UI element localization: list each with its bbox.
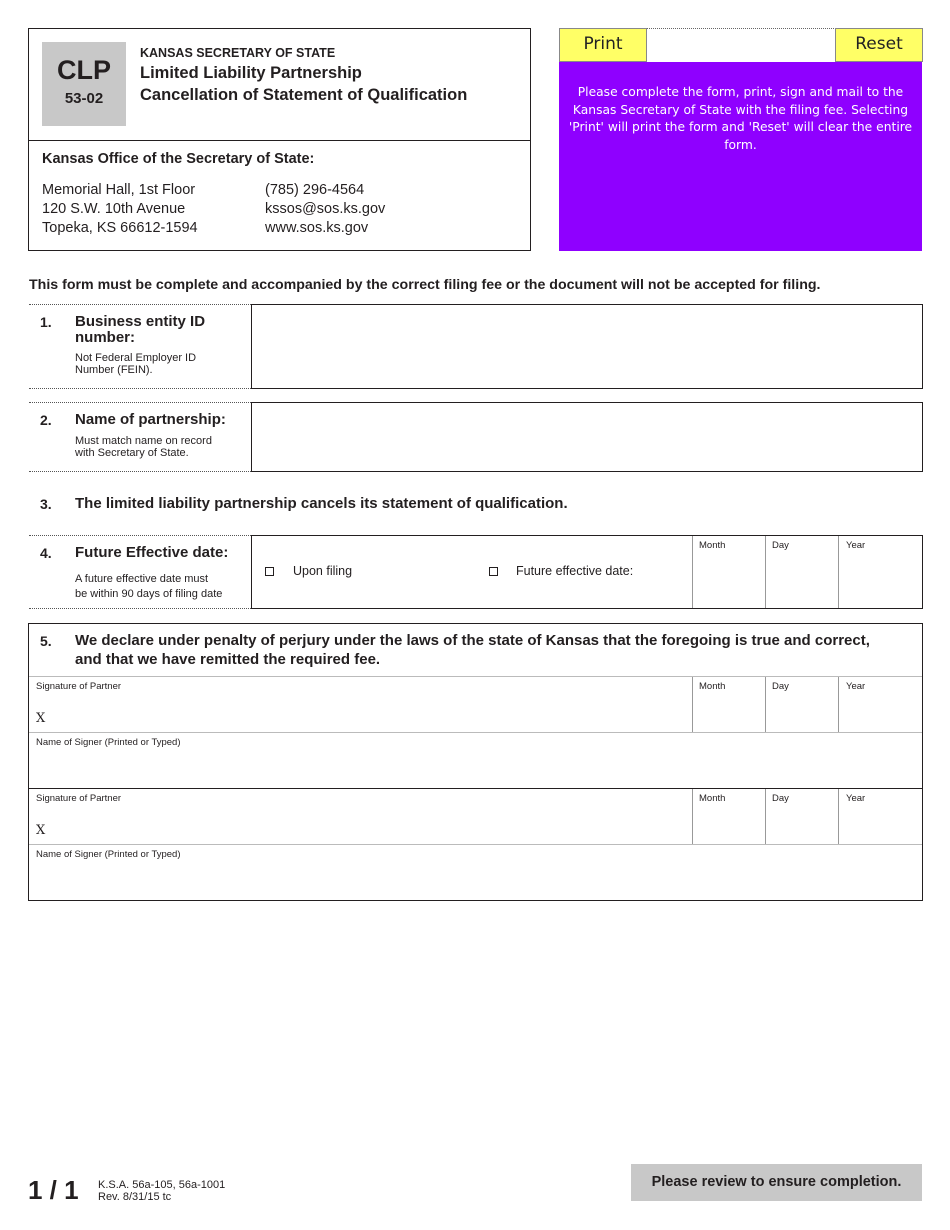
signer1-year-label: Year — [846, 681, 866, 692]
q1-number: 1. — [40, 314, 52, 330]
signer2-month-label: Month — [699, 793, 726, 804]
signer2-name-rule — [29, 844, 922, 845]
signer1-name-label: Name of Signer (Printed or Typed) — [36, 737, 181, 748]
email: kssos@sos.ks.gov — [265, 201, 386, 217]
q3-number: 3. — [40, 496, 52, 512]
q2-bottom-rule — [29, 471, 251, 472]
q4-year-divider — [838, 536, 839, 608]
q1-label-line2: number: — [75, 329, 135, 346]
phone: (785) 296-4564 — [265, 182, 365, 198]
q5-number: 5. — [40, 633, 52, 649]
q4-day-label: Day — [772, 540, 789, 551]
q2-number: 2. — [40, 412, 52, 428]
signer2-day-label: Day — [772, 793, 789, 804]
signer1-month-input[interactable] — [697, 697, 765, 731]
q1-sub-line1: Not Federal Employer ID — [75, 352, 197, 364]
q1-top-rule — [29, 304, 251, 305]
upon-filing-label: Upon filing — [293, 564, 353, 578]
q2-sub-line2: with Secretary of State. — [75, 447, 189, 459]
address-line2: 120 S.W. 10th Avenue — [42, 201, 186, 217]
q4-label: Future Effective date: — [75, 544, 229, 561]
q3-statement: The limited liability partnership cancels its statement of qualification. — [75, 495, 568, 512]
signer2-year-label: Year — [846, 793, 866, 804]
upon-filing-checkbox[interactable] — [265, 567, 274, 576]
q4-month-input[interactable] — [697, 556, 765, 604]
signer2-month-divider — [692, 789, 693, 844]
signer1-year-divider — [838, 677, 839, 732]
partnership-name-input[interactable] — [258, 408, 920, 468]
signer2-signature-mark: X — [36, 823, 46, 838]
q5-declaration-line2: and that we have remitted the required fee. — [75, 651, 381, 668]
page-indicator: 1 / 1 — [28, 1175, 79, 1205]
revision-date: Rev. 8/31/15 tc — [98, 1191, 172, 1203]
signer1-signature-input[interactable] — [52, 704, 686, 730]
filing-notice: This form must be complete and accompanied by the correct filing fee or the document will not be accepted for filing. — [29, 277, 821, 293]
website: www.sos.ks.gov — [265, 220, 369, 236]
signer2-day-input[interactable] — [770, 809, 838, 843]
statute-reference: K.S.A. 56a-105, 56a-1001 — [98, 1179, 226, 1191]
instructions-text: Please complete the form, print, sign and mail to the Kansas Secretary of State with the filing fee. Selecting 'Print' will print the form and 'Reset' will clear the entire form. — [568, 85, 913, 152]
header-divider — [29, 140, 530, 141]
signer2-name-label: Name of Signer (Printed or Typed) — [36, 849, 181, 860]
q5-declaration-line1: We declare under penalty of perjury under the laws of the state of Kansas that the foregoing is true and correct, — [75, 632, 870, 649]
q4-bottom-rule — [29, 608, 251, 609]
signer2-signature-input[interactable] — [52, 816, 686, 842]
q1-sub-line2: Number (FEIN). — [75, 364, 153, 376]
q2-top-rule — [29, 402, 251, 403]
signer2-year-input[interactable] — [843, 809, 923, 843]
q2-sub-line1: Must match name on record — [75, 435, 212, 447]
signer1-month-divider — [692, 677, 693, 732]
q4-day-divider — [765, 536, 766, 608]
signer2-year-divider — [838, 789, 839, 844]
signer2-month-input[interactable] — [697, 809, 765, 843]
signer1-month-label: Month — [699, 681, 726, 692]
form-title-line1: Limited Liability Partnership — [140, 64, 362, 82]
q4-sub-line2: be within 90 days of filing date — [75, 588, 223, 600]
address-line1: Memorial Hall, 1st Floor — [42, 182, 196, 198]
q4-top-rule — [29, 535, 251, 536]
signer1-signature-label: Signature of Partner — [36, 681, 122, 692]
form-code: CLP — [57, 55, 111, 85]
q4-month-label: Month — [699, 540, 726, 551]
print-button[interactable]: Print — [559, 28, 647, 62]
q1-bottom-rule — [29, 388, 251, 389]
future-date-label: Future effective date: — [516, 564, 634, 578]
signer2-name-input[interactable] — [36, 865, 920, 897]
signer1-day-input[interactable] — [770, 697, 838, 731]
signer1-name-input[interactable] — [36, 753, 920, 785]
future-date-checkbox[interactable] — [489, 567, 498, 576]
signer1-day-label: Day — [772, 681, 789, 692]
q4-month-divider — [692, 536, 693, 608]
office-heading: Kansas Office of the Secretary of State: — [42, 151, 315, 167]
q1-label-line1: Business entity ID — [75, 313, 206, 330]
business-entity-id-input[interactable] — [258, 310, 920, 385]
instructions-panel — [559, 62, 922, 251]
signer1-name-rule — [29, 732, 922, 733]
form-code-badge — [42, 42, 126, 126]
signer1-day-divider — [765, 677, 766, 732]
address-line3: Topeka, KS 66612-1594 — [42, 220, 198, 236]
signer1-signature-mark: X — [36, 711, 46, 726]
q4-year-input[interactable] — [843, 556, 923, 604]
signer1-year-input[interactable] — [843, 697, 923, 731]
form-number: 53-02 — [64, 90, 104, 107]
review-note: Please review to ensure completion. — [631, 1164, 922, 1201]
q4-sub-line1: A future effective date must — [75, 573, 209, 585]
signer1-top-rule — [29, 676, 922, 677]
form-title-line2: Cancellation of Statement of Qualification — [140, 86, 468, 104]
agency-name: KANSAS SECRETARY OF STATE — [140, 46, 336, 60]
q4-number: 4. — [40, 545, 52, 561]
reset-button[interactable]: Reset — [835, 28, 923, 62]
signer2-day-divider — [765, 789, 766, 844]
signer2-signature-label: Signature of Partner — [36, 793, 122, 804]
q2-label: Name of partnership: — [75, 411, 226, 428]
q4-day-input[interactable] — [770, 556, 838, 604]
q4-year-label: Year — [846, 540, 866, 551]
